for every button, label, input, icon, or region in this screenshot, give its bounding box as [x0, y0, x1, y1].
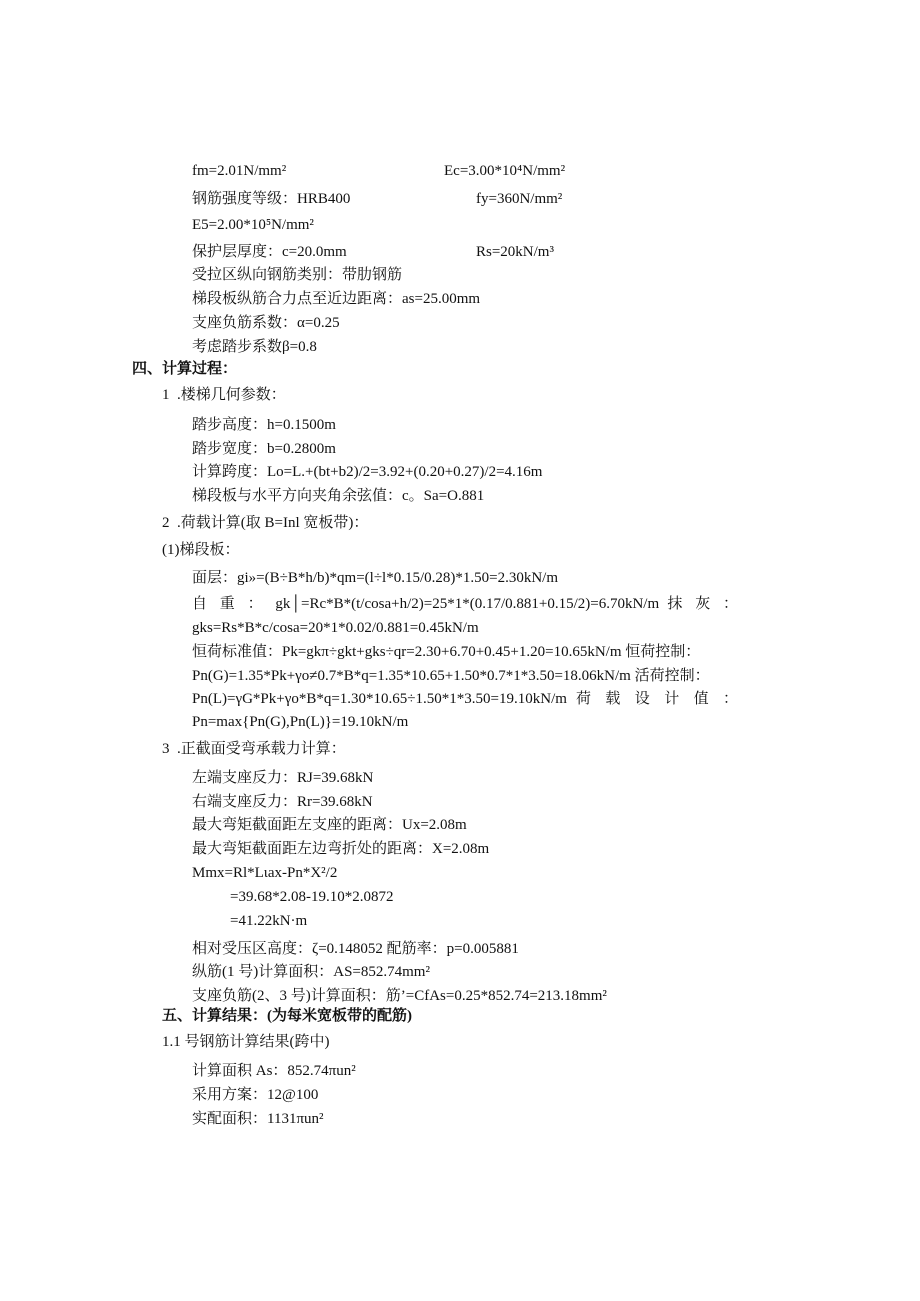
param-es: E5=2.00*10⁵N/mm² [192, 217, 314, 233]
pn-g: Pn(G)=1.35*Pk+γo≠0.7*B*q=1.35*10.65+1.50*0.7*1*3.50=18.06kN/m 活荷控制： [192, 668, 710, 684]
as-main: 纵筋(1 号)计算面积：AS=852.74mm² [192, 964, 430, 980]
surface-load: 面层：gi»=(B÷B*h/b)*qm=(l÷l*0.15/0.28)*1.50=2.30kN/m [192, 570, 559, 586]
mmx-value2: =41.22kN·m [230, 913, 308, 929]
s2-title: 2 .荷载计算(取 B=Inl 宽板带)： [162, 515, 369, 531]
param-alpha: 支座负筋系数：α=0.25 [192, 315, 340, 331]
cosine: 梯段板与水平方向夹角余弦值：c。Sa=O.881 [192, 488, 485, 504]
sub1-title: (1)梯段板： [162, 542, 240, 558]
param-as-dist: 梯段板纵筋合力点至近边距离：as=25.00mm [192, 291, 481, 307]
reaction-right: 右端支座反力：Rr=39.68kN [192, 794, 373, 810]
pn-max: Pn=max{Pn(G),Pn(L)}=19.10kN/m [192, 714, 409, 730]
section5-heading: 五、计算结果：(为每米宽板带的配筋) [162, 1008, 412, 1024]
step-height: 踏步高度：h=0.1500m [192, 417, 336, 433]
r1-title: 1.1 号钢筋计算结果(跨中) [162, 1034, 330, 1050]
param-steel-grade: 钢筋强度等级：HRB400 [192, 191, 351, 207]
param-fm: fm=2.01N/mm² [192, 163, 287, 179]
reaction-left: 左端支座反力：RJ=39.68kN [192, 770, 374, 786]
calc-span: 计算跨度：Lo=L.+(bt+b2)/2=3.92+(0.20+0.27)/2=4.16m [192, 464, 543, 480]
self-weight: 自 重 ： gk│=Rc*B*(t/cosa+h/2)=25*1*(0.17/0.881+0.15/2)=6.70kN/m 抹 灰 ： [192, 596, 738, 612]
param-ec: Ec=3.00*10⁴N/mm² [444, 163, 566, 179]
x-distance: 最大弯矩截面距左边弯折处的距离：X=2.08m [192, 841, 490, 857]
param-cover: 保护层厚度：c=20.0mm [192, 244, 347, 260]
param-tension-type: 受拉区纵向钢筋类别：带肋钢筋 [192, 267, 403, 283]
section4-heading: 四、计算过程： [132, 361, 238, 377]
param-beta: 考虑踏步系数β=0.8 [192, 339, 317, 355]
mmx-value1: =39.68*2.08-19.10*2.0872 [230, 889, 394, 905]
scheme: 采用方案：12@100 [192, 1087, 319, 1103]
zeta-ratio: 相对受压区高度：ζ=0.148052 配筋率：p=0.005881 [192, 941, 519, 957]
step-width: 踏步宽度：b=0.2800m [192, 441, 336, 457]
param-rs: Rs=20kN/m³ [476, 244, 554, 260]
s3-title: 3 .正截面受弯承载力计算： [162, 741, 346, 757]
pn-l: Pn(L)=γG*Pk+γo*B*q=1.30*10.65÷1.50*1*3.50=19.10kN/m 荷 载 设 计 值 ： [192, 691, 738, 707]
as-support: 支座负筋(2、3 号)计算面积：筋’=CfAs=0.25*852.74=213.18mm² [192, 988, 607, 1004]
ux-distance: 最大弯矩截面距左支座的距离：Ux=2.08m [192, 817, 467, 833]
actual-area: 实配面积：1131πun² [192, 1111, 324, 1127]
param-fy: fy=360N/mm² [476, 191, 563, 207]
standard-load: 恒荷标准值：Pk=gkπ÷gkt+gks÷qr=2.30+6.70+0.45+1.20=10.65kN/m 恒荷控制： [192, 644, 701, 660]
plaster-load: gks=Rs*B*c/cosa=20*1*0.02/0.881=0.45kN/m [192, 620, 479, 636]
s1-title: 1 .楼梯几何参数： [162, 387, 286, 403]
calc-area: 计算面积 As：852.74πun² [192, 1063, 356, 1079]
mmx-formula: Mmx=Rl*Lιax-Pn*X²/2 [192, 865, 338, 881]
